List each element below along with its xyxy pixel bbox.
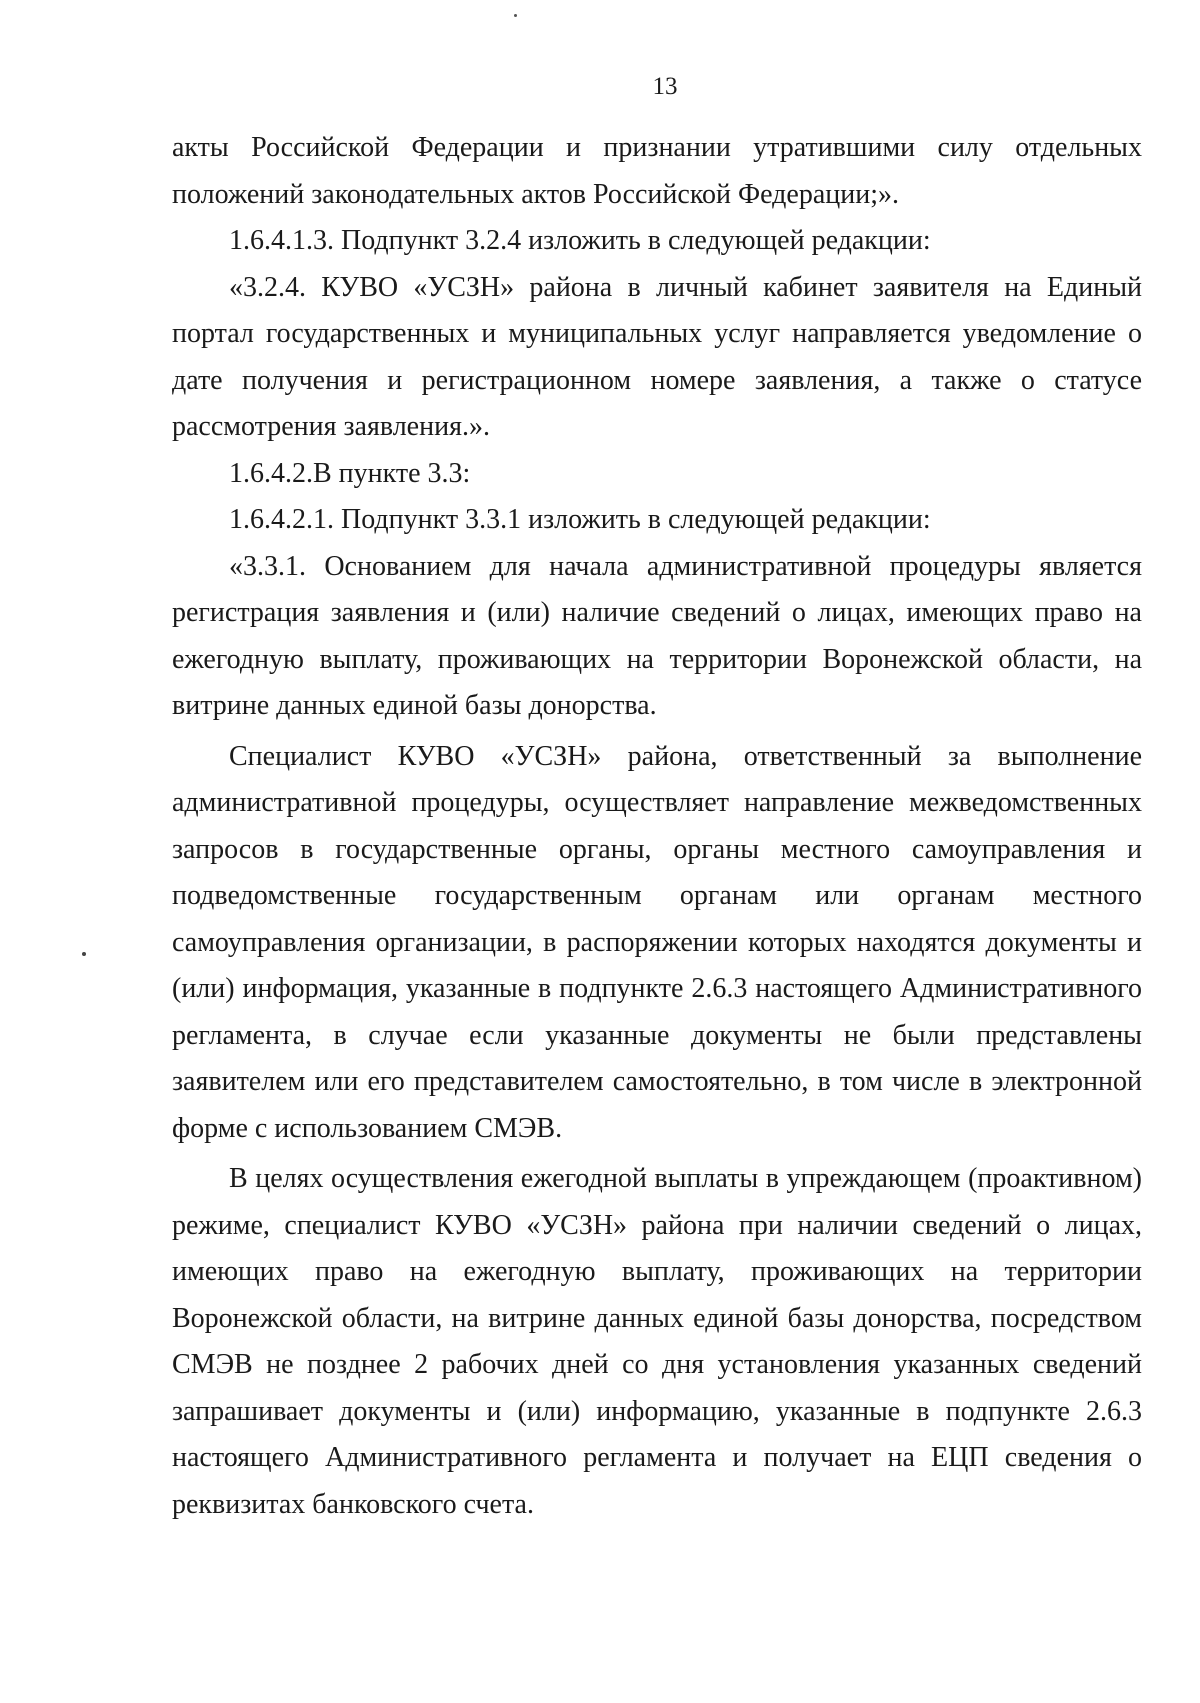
- paragraph-amendment-3-2-4-heading: 1.6.4.1.3. Подпункт 3.2.4 изложить в следующей редакции:: [229, 225, 931, 256]
- paragraph-specialist-requests: Специалист КУВО «УСЗН» района, ответственный за выполнение административной процедуры, осуществляет направление межведомственных запросов в государственные органы, органы местного самоуправления и подведомственные государственным органам или органам местного самоуправления организации, в распоряжении которых находятся документы и (или) информация, указанные в подпункте 2.6.3 настоящего Административного регламента, в случае если указанные документы не были представлены заявителем или его представителем самостоятельно, в том числе в электронной форме с использованием СМЭВ.: [172, 740, 1142, 1144]
- scan-speck: [514, 14, 517, 17]
- document-body: [172, 125, 1142, 1528]
- paragraph-point-3-3-heading: 1.6.4.2.В пункте 3.3:: [229, 457, 471, 489]
- paragraph-proactive-mode: В целях осуществления ежегодной выплаты в упреждающем (проактивном) режиме, специалист КУВО «УСЗН» района при наличии сведений о лицах, имеющих право на ежегодную выплату, проживающих на территории Воронежской области, на витрине данных единой базы донорства, посредством СМЭВ не позднее 2 рабочих дней со дня установления указанных сведений запрашивает документы и (или) информацию, указанные в подпункте 2.6.3 настоящего Административного регламента и получает на ЕЦП сведения о реквизитах банковского счета.: [172, 1163, 1142, 1520]
- paragraph-amendment-3-3-1-text: «3.3.1. Основанием для начала административной процедуры является регистрация заявления и (или) наличие сведений о лицах, имеющих право на ежегодную выплату, проживающих на территории Воронежской области, на витрине данных единой базы донорства.: [172, 550, 1142, 721]
- paragraph-continuation: акты Российской Федерации и признании утратившими силу отдельных положений законодательных актов Российской Федерации;».: [172, 132, 1142, 210]
- scan-speck: [82, 952, 86, 956]
- page-number: 13: [652, 73, 678, 100]
- paragraph-amendment-3-2-4-text: «3.2.4. КУВО «УСЗН» района в личный кабинет заявителя на Единый портал государственных и муниципальных услуг направляется уведомление о дате получения и регистрационном номере заявления, а также о статусе рассмотрения заявления.».: [172, 271, 1142, 442]
- paragraph-amendment-3-3-1-heading: 1.6.4.2.1. Подпункт 3.3.1 изложить в следующей редакции:: [229, 504, 931, 535]
